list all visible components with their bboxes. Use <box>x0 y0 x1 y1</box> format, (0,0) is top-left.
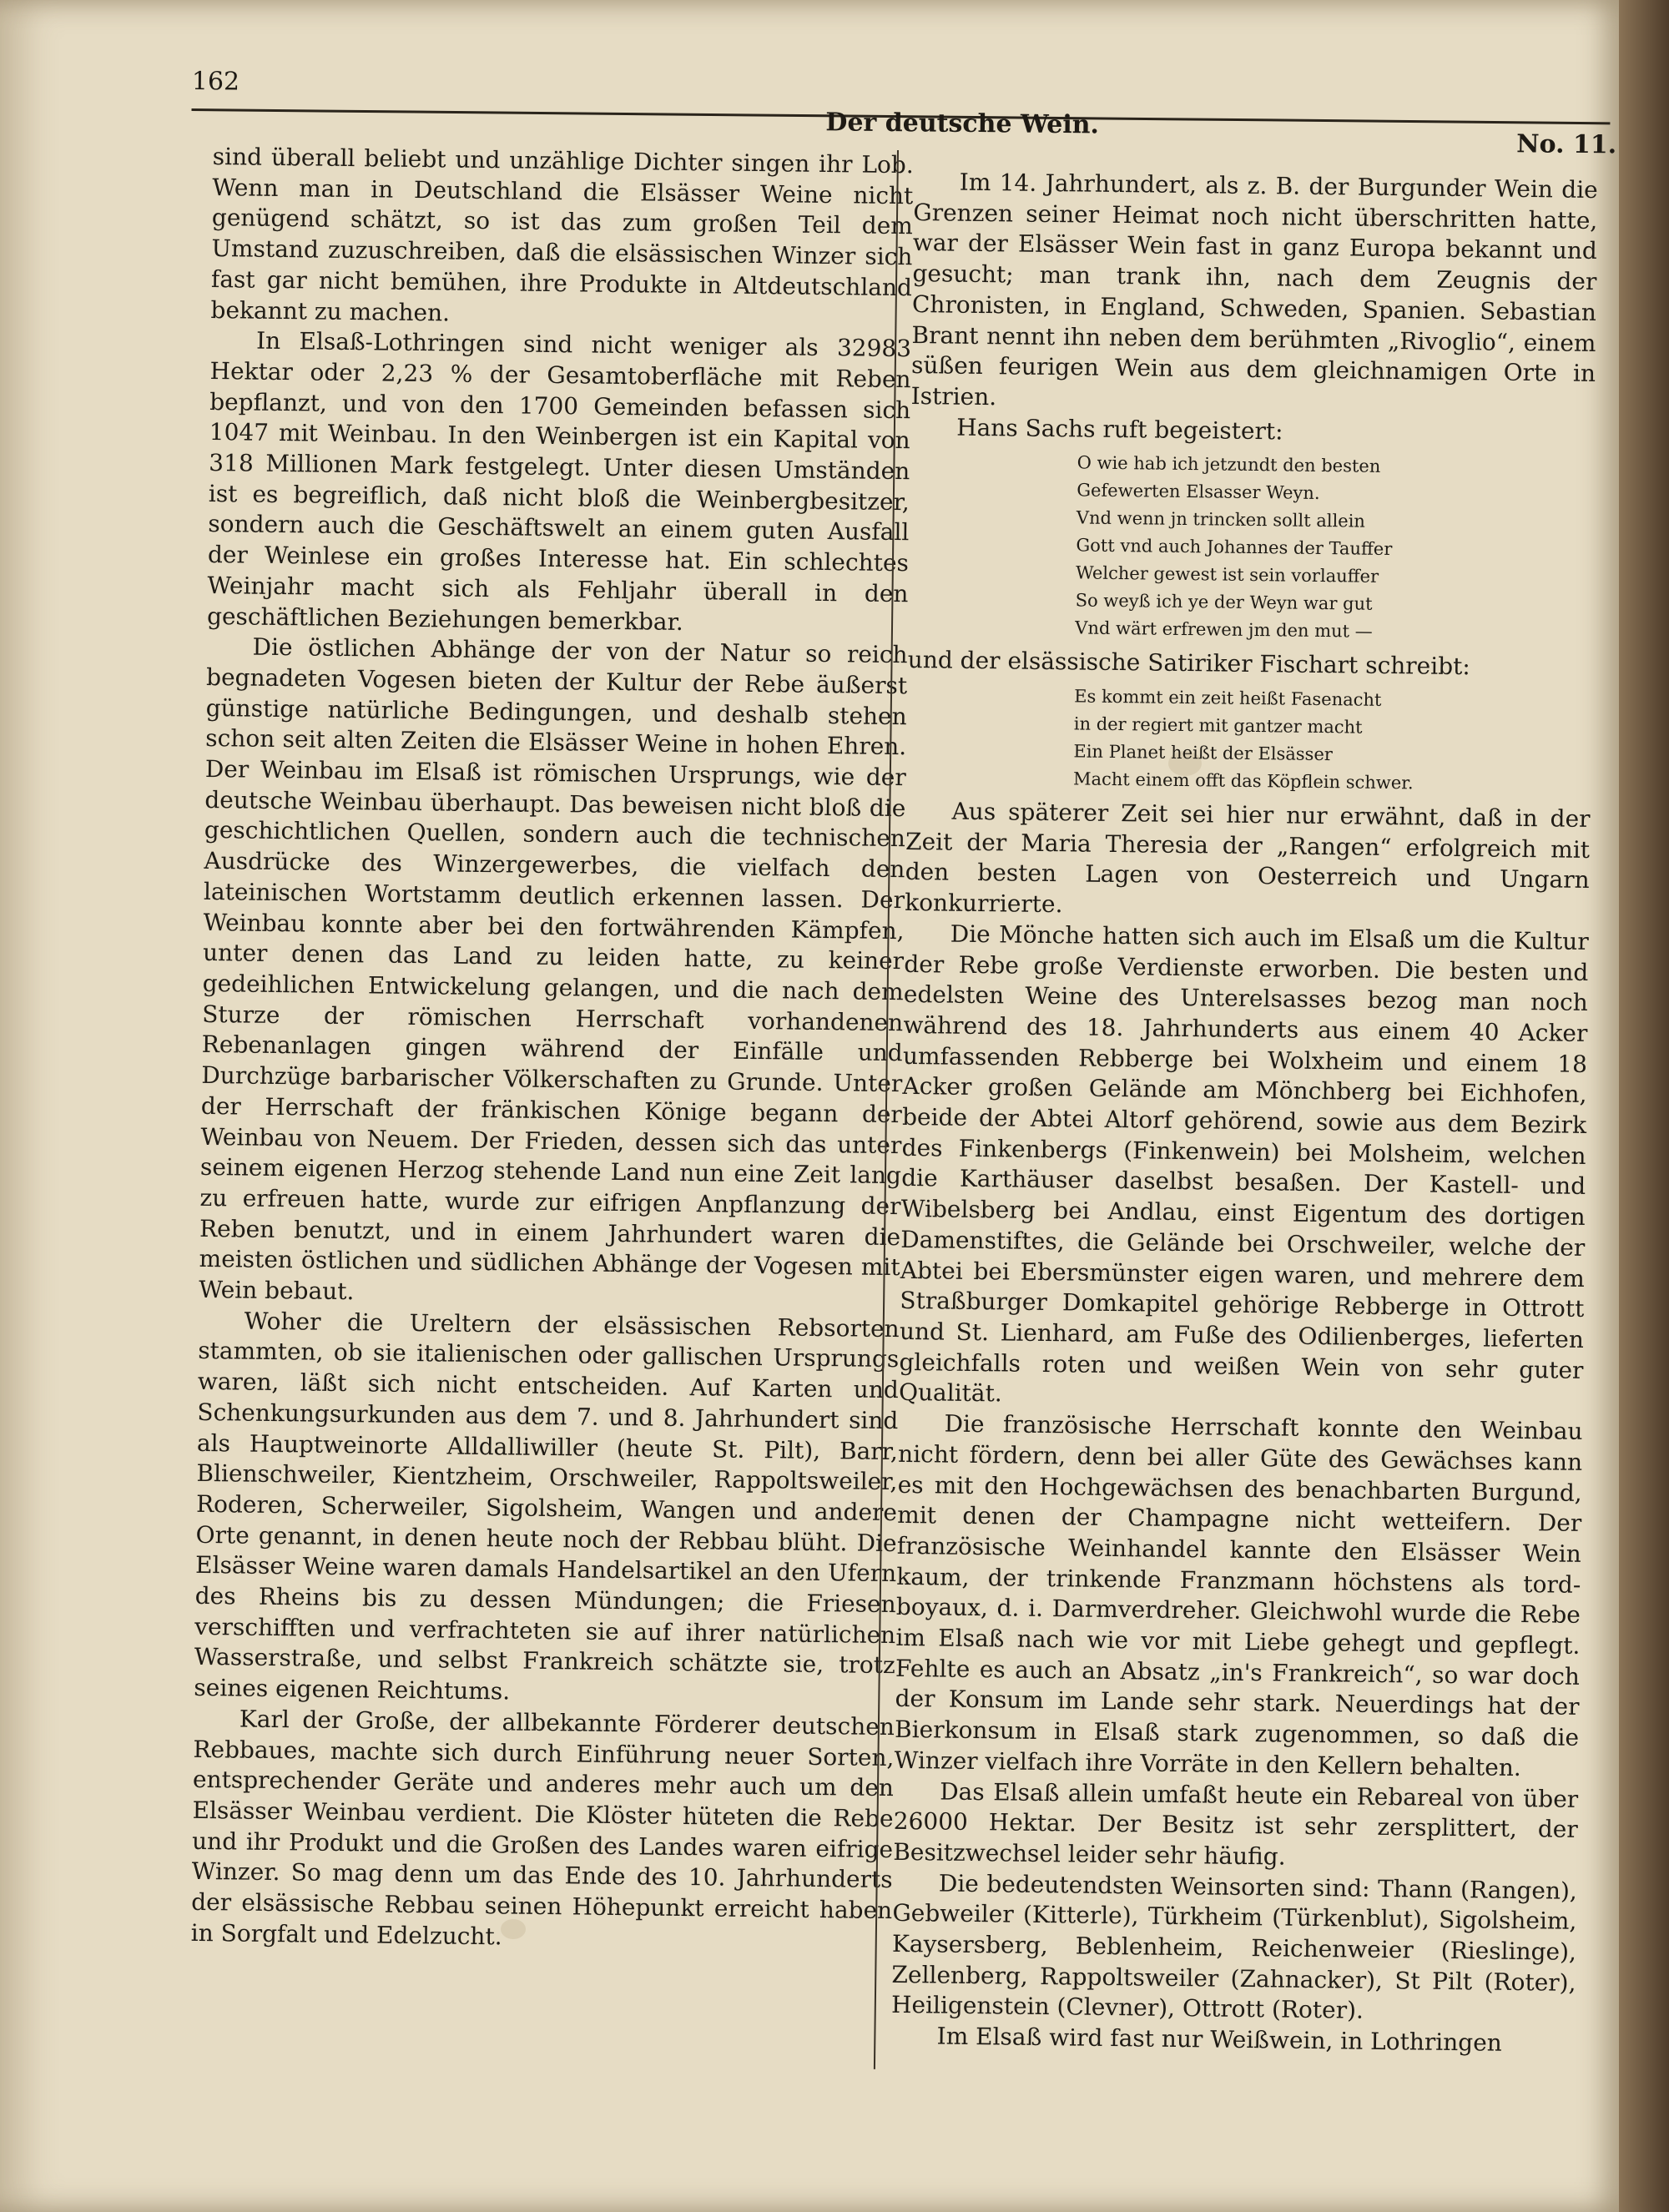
paragraph: Die Mönche hatten sich auch im Elsaß um die Kultur der Rebe große Verdienste erworben. Die besten und edelsten Weine des Unterelsasses bezog man noch während des 18. Jahrhunderts aus einem 40 Acker umfassenden Rebberge bei Wolxheim und einem 18 Acker großen Gelände am Mönchberg bei Eichhofen, beide der Abtei Altorf gehörend, sowie aus dem Bezirk des Finkenbergs (Finkenwein) bei Molsheim, welchen die Karthäuser daselbst besaßen. Der Kastell- und Wibelsberg bei Andlau, einst Eigentum des dortigen Damenstiftes, die Gelände bei Orschweiler, welche der Abtei bei Ebersmünster eigen waren, und mehrere dem Straßburger Domkapitel gehörige Rebberge in Ottrott und St. Lienhard, am Fuße des Odilienberges, lieferten gleichfalls roten und weißen Wein von sehr guter Qualität. <box>898 920 1589 1408</box>
paragraph: Das Elsaß allein umfaßt heute ein Rebareal von über 26000 Hektar. Der Besitz ist sehr zersplittert, der Besitzwechsel leider sehr häufig. <box>893 1777 1579 1871</box>
journal-title: Der deutsche Wein. <box>825 108 1100 140</box>
paragraph: Woher die Ureltern der elsässischen Rebsorten stammten, ob sie italienischen oder gallischen Ursprungs waren, läßt sich nicht entscheiden. Auf Karten und Schenkungsurkunden aus dem 7. und 8. Jahrhundert sind als Hauptweinorte Alldalliwiller (heute St. Pilt), Barr, Blienschweiler, Kientzheim, Orschweiler, Rappoltsweiler, Roderen, Scherweiler, Sigolsheim, Wangen und andere Orte genannt, in denen heute noch der Rebbau blüht. Die Elsässer Weine waren damals Handelsartikel an den Ufern des Rheins bis zu dessen Mündungen; die Friesen verschifften und verfrachteten sie auf ihrer natürlichen Wasserstraße, und selbst Frankreich schätzte sie, trotz seines eigenen Reichtums. <box>194 1307 900 1706</box>
poem-line: Es kommt ein zeit heißt Fasenacht <box>1074 686 1382 710</box>
poem-line: Gefewerten Elsasser Weyn. <box>1077 480 1320 504</box>
paragraph: Im 14. Jahrhundert, als z. B. der Burgunder Wein die Grenzen seiner Heimat noch nicht überschritten hatte, war der Elsässer Wein fast in ganz Europa bekannt und gesucht; man trank ihn, nach dem Zeugnis der Chronisten, in England, Schweden, Spanien. Sebastian Brant nennt ihn neben dem berühmten „Rivoglio“, einem süßen feurigen Wein aus dem gleichnamigen Orte in Istrien. <box>910 168 1598 411</box>
paragraph: Die französische Herrschaft konnte den Weinbau nicht fördern, denn bei aller Güte des Gewächses kann es mit den Hochgewächsen des benachbarten Burgund, mit denen der Champagne nicht wetteifern. Der französische Weinhandel kannte den Elsässer Wein kaum, der trinkende Franzmann höchstens als tord-boyaux, d. i. Darmverdreher. Gleichwohl wurde die Rebe im Elsaß nach wie vor mit Liebe gehegt und gepflegt. Fehlte es auch an Absatz „in's Frankreich“, so war doch der Konsum im Lande sehr stark. Neuerdings hat der Bierkonsum in Elsaß stark zugenommen, so daß die Winzer vielfach ihre Vorräte in den Kellern behalten. <box>894 1409 1583 1781</box>
left-column <box>191 142 914 1958</box>
poem-line: in der regiert mit gantzer macht <box>1073 713 1363 738</box>
paragraph: Karl der Große, der allbekannte Förderer deutschen Rebbaues, machte sich durch Einführung neuer Sorten, entsprechender Geräte und anderes mehr auch um den Elsässer Weinbau verdient. Die Klöster hüteten die Rebe und ihr Produkt und die Großen des Landes waren eifrige Winzer. So mag denn um das Ende des 10. Jahrhunderts der elsässische Rebbau seinen Höhepunkt erreicht haben in Sorgfalt und Edelzucht. <box>190 1705 895 1951</box>
paragraph: und der elsässische Satiriker Fischart schreibt: <box>907 646 1470 681</box>
paragraph: Die bedeutendsten Weinsorten sind: Thann (Rangen), Gebweiler (Kitterle), Türkheim (Türkenblut), Sigolsheim, Kaysersberg, Beblenheim, Reichenweier (Rieslinge), Zellenberg, Rappoltsweiler (Zahnacker), St Pilt (Roter), Heiligenstein (Clevner), Ottrott (Roter). <box>890 1869 1578 2025</box>
right-column <box>890 167 1598 2060</box>
paragraph: Hans Sachs ruft begeistert: <box>956 413 1283 446</box>
poem-line: O wie hab ich jetzundt den besten <box>1077 452 1381 477</box>
poem-line: Vnd wenn jn trincken sollt allein <box>1076 507 1366 532</box>
paragraph: Die östlichen Abhänge der von der Natur so reich begnadeten Vogesen bieten der Kultur der Rebe äußerst günstige natürliche Bedingungen, und deshalb stehen schon seit alten Zeiten die Elsässer Weine in hohen Ehren. Der Weinbau im Elsaß ist römischen Ursprungs, wie der deutsche Weinbau überhaupt. Das beweisen nicht bloß die geschichtlichen Quellen, sondern auch die technischen Ausdrücke des Winzergewerbes, die vielfach den lateinischen Wortstamm deutlich erkennen lassen. Der Weinbau konnte aber bei den fortwährenden Kämpfen, unter denen das Land zu leiden hatte, zu keiner gedeihlichen Entwickelung gelangen, und die nach dem Sturze der römischen Herrschaft vorhandenen Rebenanlagen gingen während der Einfälle und Durchzüge barbarischer Völkerschaften zu Grunde. Unter der Herrschaft der fränkischen Könige begann der Weinbau von Neuem. Der Frieden, dessen sich das unter seinem eigenen Herzog stehende Land nun eine Zeit lang zu erfreuen hatte, wurde zur eifrigen Anpflanzung der Reben benutzt, und in einem Jahrhundert waren die meisten östlichen und südlichen Abhänge der Vogesen mit Wein bebaut. <box>198 632 908 1306</box>
page-header <box>191 67 1627 160</box>
paragraph: Aus späterer Zeit sei hier nur erwähnt, daß in der Zeit der Maria Theresia der „Rangen“ erfolgreich mit den besten Lagen von Oesterreich und Ungarn konkurrierte. <box>905 797 1591 919</box>
paragraph: sind überall beliebt und unzählige Dichter singen ihr Lob. Wenn man in Deutschland die Elsässer Weine nicht genügend schätzt, so ist das zum großen Teil dem Umstand zuzuschreiben, daß die elsässischen Winzer sich fast gar nicht bemühen, ihre Produkte in Altdeutschland bekannt zu machen. <box>210 142 914 326</box>
poem-hans-sachs <box>1075 450 1595 649</box>
poem-line: Gott vnd auch Johannes der Tauffer <box>1076 535 1393 560</box>
poem-line: Ein Planet heißt der Elsässer <box>1073 741 1334 765</box>
poem-fischart <box>1073 683 1592 799</box>
poem-line: Vnd wärt erfrewen jm den mut — <box>1075 617 1373 642</box>
poem-line: Welcher gewest ist sein vorlauffer <box>1075 562 1379 587</box>
poem-line: Macht einem offt das Köpflein schwer. <box>1072 768 1414 794</box>
issue-number: No. 11. <box>1516 129 1617 160</box>
paragraph: In Elsaß-Lothringen sind nicht weniger als 32983 Hektar oder 2,23 % der Gesamtoberfläche mit Reben bepflanzt, und von den 1700 Gemeinden befassen sich 1047 mit Weinbau. In den Weinbergen ist ein Kapital von 318 Millionen Mark festgelegt. Unter diesen Umständen ist es begreiflich, daß nicht bloß die Weinbergbesitzer, sondern auch die Geschäftswelt an einem guten Ausfall der Weinlese ein großes Interesse hat. Ein schlechtes Weinjahr macht sich als Fehljahr überall in den geschäftlichen Beziehungen bemerkbar. <box>206 326 912 636</box>
paragraph: Im Elsaß wird fast nur Weißwein, in Lothringen <box>936 2022 1503 2057</box>
poem-line: So weyß ich ye der Weyn war gut <box>1075 590 1373 615</box>
book-binding-edge <box>1619 0 1669 2212</box>
page-number: 162 <box>191 67 240 97</box>
